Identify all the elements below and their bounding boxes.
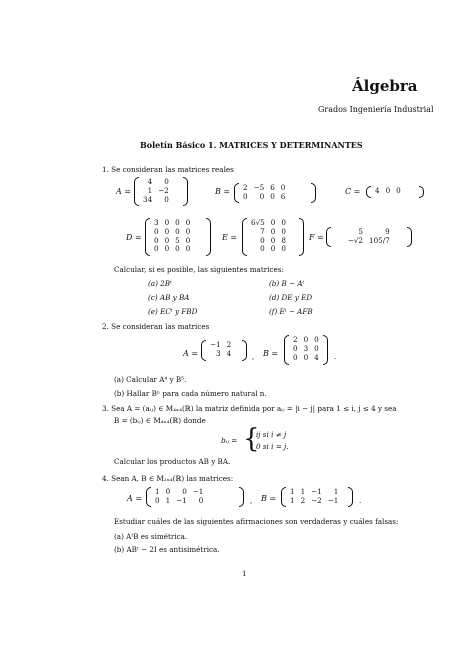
- problem1-intro: 1. Se consideran las matrices reales: [102, 165, 234, 174]
- matrix-cell: 6: [280, 191, 286, 201]
- matrix-a2-label: A =: [183, 349, 199, 358]
- matrix-b2-label: B =: [263, 349, 279, 358]
- matrix-a-body: [140, 178, 172, 204]
- matrix-cell: 0: [185, 235, 191, 245]
- matrix-cell: 0: [293, 343, 298, 353]
- matrix-cell: 0: [270, 218, 276, 227]
- matrix-cell: 105/7: [369, 235, 390, 245]
- matrix-cell: 34: [143, 194, 153, 204]
- period-separator: .: [359, 496, 362, 505]
- matrix-cell: 0: [154, 235, 159, 245]
- matrix-cell: −1: [210, 340, 221, 349]
- problem1-item-f: (f) Eᵗ − AFB: [269, 307, 313, 316]
- matrix-e: [242, 218, 304, 256]
- document-title: Álgebra: [352, 77, 418, 95]
- matrix-a4-body: [152, 488, 206, 506]
- matrix-cell: 0: [259, 191, 265, 201]
- matrix-cell: 0: [154, 244, 159, 254]
- problem4-question: Estudiar cuáles de las siguientes afirmaciones son verdaderas y cuáles falsas:: [114, 517, 399, 526]
- matrix-cell: 5: [175, 235, 180, 245]
- matrix-cell: 0: [165, 487, 171, 496]
- matrix-cell: 0: [155, 495, 160, 505]
- matrix-cell: 0: [182, 487, 187, 496]
- matrix-cell: 0: [314, 343, 319, 353]
- bij-case-1: ij si i ≠ j: [256, 430, 287, 439]
- matrix-cell: 0: [185, 218, 191, 227]
- matrix-b2: [284, 335, 328, 365]
- matrix-cell: 5: [358, 227, 363, 236]
- matrix-b2-body: [290, 336, 322, 362]
- matrix-cell: −1: [176, 495, 187, 505]
- problem3-line2: B = (bᵢⱼ) ∈ M₄ₓ₄(ℝ) donde: [114, 416, 206, 425]
- matrix-d: [145, 218, 211, 256]
- matrix-cell: 1: [300, 487, 306, 496]
- matrix-cell: 1: [290, 487, 295, 496]
- matrix-cell: −√2: [347, 235, 363, 245]
- matrix-b-label: B =: [215, 187, 231, 196]
- matrix-cell: 0: [175, 244, 180, 254]
- matrix-cell: 0: [164, 177, 169, 186]
- matrix-c-body: [372, 187, 404, 196]
- matrix-cell: 0: [293, 352, 298, 362]
- matrix-cell: 0: [270, 226, 276, 236]
- matrix-b4-body: [287, 488, 341, 506]
- matrix-a-label: A =: [116, 187, 132, 196]
- matrix-cell: −5: [253, 183, 265, 192]
- matrix-cell: 0: [175, 218, 180, 227]
- matrix-cell: 2: [300, 495, 306, 505]
- matrix-f: [326, 227, 412, 247]
- matrix-cell: 0: [164, 244, 170, 254]
- problem3-question: Calcular los productos AB y BA.: [114, 457, 231, 466]
- matrix-cell: 0: [314, 335, 319, 344]
- matrix-cell: 0: [164, 218, 170, 227]
- matrix-cell: 0: [260, 244, 265, 254]
- matrix-d-label: D =: [126, 233, 142, 242]
- matrix-a2-body: [207, 341, 234, 359]
- matrix-d-body: [151, 219, 193, 254]
- comma-separator: ,: [250, 496, 253, 505]
- bulletin-title: Boletín Básico 1. MATRICES Y DETERMINANTES: [140, 140, 363, 150]
- matrix-cell: 0: [270, 244, 276, 254]
- matrix-cell: 3: [303, 343, 309, 353]
- matrix-e-body: [248, 219, 289, 254]
- matrix-cell: 0: [185, 244, 191, 254]
- matrix-cell: −1: [327, 495, 339, 505]
- matrix-cell: 0: [164, 235, 170, 245]
- problem4-item-a: (a) AᵗB es simétrica.: [114, 532, 188, 541]
- left-brace: {: [243, 424, 260, 454]
- matrix-cell: 0: [243, 191, 248, 201]
- matrix-cell: 0: [280, 183, 286, 192]
- matrix-cell: −2: [158, 185, 169, 195]
- matrix-a: [134, 177, 188, 206]
- matrix-cell: 2: [226, 340, 232, 349]
- matrix-f-body: [332, 228, 393, 246]
- matrix-b-body: [240, 184, 288, 202]
- matrix-a4-label: A =: [127, 494, 143, 503]
- matrix-cell: 1: [155, 487, 160, 496]
- matrix-f-label: F =: [309, 233, 324, 242]
- matrix-cell: 0: [303, 352, 309, 362]
- matrix-cell: −1: [311, 487, 322, 496]
- matrix-cell: 4: [314, 352, 319, 362]
- problem1-item-b: (b) B − Aᵗ: [269, 279, 305, 288]
- matrix-c-label: C =: [345, 187, 361, 196]
- matrix-a2: [201, 340, 247, 361]
- matrix-cell: 0: [154, 226, 159, 236]
- problem4-intro: 4. Sean A, B ∈ M₂ₓ₄(ℝ) las matrices:: [102, 474, 234, 483]
- document-subtitle: Grados Ingeniería Industrial: [318, 105, 434, 114]
- matrix-a4: [146, 487, 244, 507]
- matrix-cell: 0: [385, 186, 391, 195]
- matrix-cell: 2: [243, 183, 248, 192]
- matrix-cell: 0: [175, 226, 180, 236]
- matrix-cell: 0: [281, 218, 286, 227]
- matrix-cell: 0: [396, 186, 401, 195]
- matrix-cell: 4: [226, 348, 232, 358]
- matrix-cell: 0: [303, 335, 309, 344]
- matrix-cell: 6√5: [251, 218, 265, 227]
- matrix-cell: −1: [192, 487, 204, 496]
- problem2-item-b: (b) Hallar Bⁿ para cada número natural n.: [114, 389, 267, 398]
- problem1-item-a: (a) 2Bᵗ: [148, 279, 172, 288]
- matrix-b4: [281, 487, 353, 507]
- problem4-item-b: (b) ABᵗ − 2I es antisimétrica.: [114, 545, 220, 554]
- matrix-cell: 1: [290, 495, 295, 505]
- problem2-intro: 2. Se consideran las matrices: [102, 322, 210, 331]
- matrix-cell: 0: [270, 235, 276, 245]
- matrix-cell: 4: [147, 177, 153, 186]
- matrix-cell: 7: [260, 226, 265, 236]
- matrix-cell: 4: [375, 186, 380, 195]
- matrix-cell: 8: [281, 235, 286, 245]
- matrix-c: [366, 186, 424, 198]
- matrix-cell: −2: [311, 495, 322, 505]
- matrix-e-label: E =: [222, 233, 238, 242]
- matrix-cell: 0: [185, 226, 191, 236]
- matrix-cell: 0: [270, 191, 275, 201]
- matrix-cell: 2: [293, 335, 298, 344]
- problem1-item-e: (e) ECᵗ y FBD: [148, 307, 198, 316]
- matrix-cell: 9: [385, 227, 390, 236]
- problem2-item-a: (a) Calcular A⁴ y B⁵.: [114, 375, 187, 384]
- problem1-item-d: (d) DE y ED: [269, 293, 313, 302]
- matrix-cell: 3: [216, 348, 221, 358]
- matrix-cell: 0: [164, 194, 169, 204]
- comma-separator: ,: [252, 352, 255, 361]
- matrix-cell: 1: [147, 185, 153, 195]
- matrix-cell: 0: [281, 244, 286, 254]
- page-number: 1: [242, 569, 247, 578]
- matrix-b4-label: B =: [261, 494, 277, 503]
- matrix-cell: 0: [164, 226, 170, 236]
- period-separator: .: [334, 352, 337, 361]
- bij-label: bᵢⱼ =: [221, 436, 238, 445]
- matrix-cell: 0: [281, 226, 286, 236]
- problem3-line1: 3. Sea A = (aᵢⱼ) ∈ M₄ₓ₄(ℝ) la matriz definida por aᵢⱼ = |i − j| para 1 ≤ i, j ≤ 4 y sea: [102, 404, 397, 413]
- matrix-cell: 6: [270, 183, 275, 192]
- matrix-cell: 0: [198, 495, 204, 505]
- problem1-item-c: (c) AB y BA: [148, 293, 190, 302]
- matrix-cell: 3: [154, 218, 159, 227]
- matrix-b: [234, 183, 316, 203]
- matrix-cell: 1: [165, 495, 171, 505]
- matrix-cell: 0: [260, 235, 265, 245]
- bij-case-2: 0 si i = j.: [256, 442, 289, 451]
- problem1-question: Calcular, si es posible, las siguientes matrices:: [114, 265, 284, 274]
- matrix-cell: 1: [333, 487, 339, 496]
